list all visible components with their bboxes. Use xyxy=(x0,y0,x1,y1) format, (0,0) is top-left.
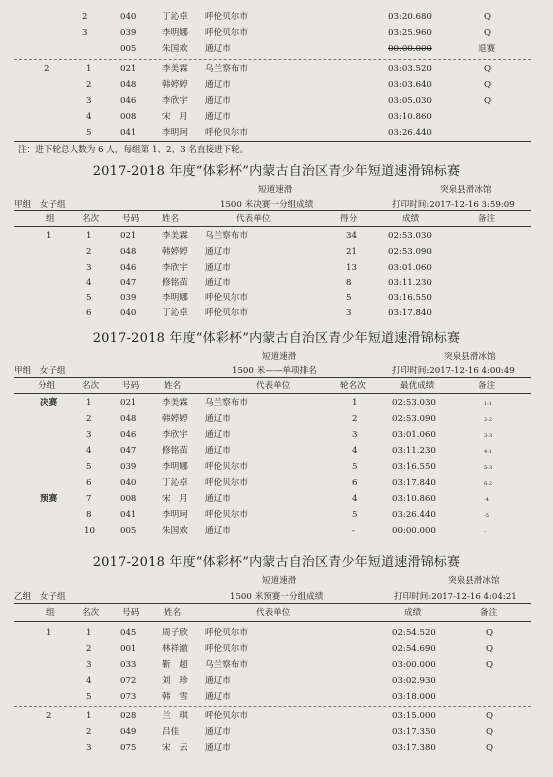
table-header: 组 名次 号码 姓名 代表单位 成绩 备注 xyxy=(46,608,498,618)
divider xyxy=(14,621,531,622)
print-time: 打印时间:2017-12-16 4:00:49 xyxy=(392,366,515,376)
table-row: 2 001 林祥澈 呼伦贝尔市 02:54.690 Q xyxy=(86,644,494,654)
section-title: 2017-2018 年度“体彩杯”内蒙古自治区青少年短道速滑锦标赛 xyxy=(92,555,461,570)
group-label: 乙组 女子组 xyxy=(14,592,66,602)
group-label: 甲组 女子组 xyxy=(14,200,66,210)
event-label: 1500 米决赛一分组成绩 xyxy=(220,200,314,210)
table-row: 3 046 李欣宇 通辽市 03:05.030 Q xyxy=(86,96,492,106)
table-row: 3 033 靳 超 乌兰察布市 03:00.000 Q xyxy=(86,660,494,670)
table-row: 3 046 李欣宇 通辽市 13 03:01.060 xyxy=(86,263,432,273)
venue-label: 突泉县滑冰馆 xyxy=(444,352,496,362)
table-row: 5 073 韩 雪 通辽市 03:18.000 xyxy=(86,692,436,702)
table-row: 4 047 修铭苗 通辽市 4 03:11.230 4-1 xyxy=(86,446,493,456)
qualification-note: 注：进下轮总人数为 6 人，每组第 1、2、3 名直接进下轮。 xyxy=(18,145,249,155)
sport-label: 短道速滑 xyxy=(258,185,293,195)
table-row: 5 039 李明娜 呼伦贝尔市 5 03:16.550 5-3 xyxy=(86,462,493,472)
divider xyxy=(14,377,531,378)
divider xyxy=(14,141,531,142)
table-row: 预赛 7 008 宋 月 通辽市 4 03:10.860 -4 xyxy=(40,494,489,504)
group-label: 甲组 女子组 xyxy=(14,366,66,376)
table-row: 6 040 丁沁卓 呼伦贝尔市 3 03:17.840 xyxy=(86,308,432,318)
table-row: 1 1 045 周子欣 呼伦贝尔市 02:54.520 Q xyxy=(46,628,494,638)
table-row: 4 047 修铭苗 通辽市 8 03:11.230 xyxy=(86,278,432,288)
print-time: 打印时间:2017-12-16 4:04:21 xyxy=(394,592,517,602)
table-row: 1 1 021 李美霖 乌兰察布市 34 02:53.030 xyxy=(46,231,432,241)
divider xyxy=(14,59,531,60)
table-row: 4 072 刘 珍 通辽市 03:02.930 xyxy=(86,676,436,686)
sport-label: 短道速滑 xyxy=(262,576,297,586)
section-title: 2017-2018 年度“体彩杯”内蒙古自治区青少年短道速滑锦标赛 xyxy=(92,164,461,179)
venue-label: 突泉县滑冰馆 xyxy=(440,185,492,195)
table-row: 10 005 朱国欢 通辽市 - 00:00.000 - xyxy=(84,526,486,536)
section-title: 2017-2018 年度“体彩杯”内蒙古自治区青少年短道速滑锦标赛 xyxy=(92,331,461,346)
table-row: 2 1 028 兰 琪 呼伦贝尔市 03:15.000 Q xyxy=(46,711,494,721)
table-row: 2 048 韩婷婷 通辽市 03:03.640 Q xyxy=(86,80,492,90)
table-row: 6 040 丁沁卓 呼伦贝尔市 6 03:17.840 6-2 xyxy=(86,478,493,488)
table-row: 005 朱国欢 通辽市 00:00.000 退赛 xyxy=(120,44,496,54)
event-label: 1500 米——单项排名 xyxy=(232,366,317,376)
table-row: 决赛 1 021 李美霖 乌兰察布市 1 02:53.030 1-1 xyxy=(40,398,493,408)
table-row: 2 048 韩婷婷 通辽市 21 02:53.090 xyxy=(86,247,432,257)
table-row: 3 039 李明娜 呼伦贝尔市 03:25.960 Q xyxy=(82,28,492,38)
divider xyxy=(14,706,531,707)
table-header: 组 名次 号码 姓名 代表单位 得分 成绩 备注 xyxy=(46,214,496,224)
divider xyxy=(14,226,531,227)
divider xyxy=(14,603,531,604)
table-row: 4 008 宋 月 通辽市 03:10.860 xyxy=(86,112,432,122)
table-row: 5 041 李明珂 呼伦贝尔市 03:26.440 xyxy=(86,128,432,138)
table-row: 5 039 李明娜 呼伦贝尔市 5 03:16.550 xyxy=(86,293,432,303)
print-time: 打印时间:2017-12-16 3:59:09 xyxy=(392,200,515,210)
table-row: 2 1 021 李美霖 乌兰察布市 03:03.520 Q xyxy=(44,64,492,74)
sport-label: 短道速滑 xyxy=(262,352,297,362)
divider xyxy=(14,210,531,211)
table-row: 2 049 吕佳 通辽市 03:17.350 Q xyxy=(86,727,494,737)
venue-label: 突泉县滑冰馆 xyxy=(448,576,500,586)
divider xyxy=(14,393,531,394)
event-label: 1500 米预赛一分组成绩 xyxy=(230,592,324,602)
table-row: 3 046 李欣宇 通辽市 3 03:01.060 3-3 xyxy=(86,430,493,440)
table-row: 2 048 韩婷婷 通辽市 2 02:53.090 2-2 xyxy=(86,414,493,424)
table-row: 3 075 宋 云 通辽市 03:17.380 Q xyxy=(86,743,494,753)
table-header: 分组 名次 号码 姓名 代表单位 轮名次 最优成绩 备注 xyxy=(38,381,496,391)
table-row: 8 041 李明珂 呼伦贝尔市 5 03:26.440 -5 xyxy=(86,510,489,520)
table-row: 2 040 丁沁卓 呼伦贝尔市 03:20.680 Q xyxy=(82,12,492,22)
